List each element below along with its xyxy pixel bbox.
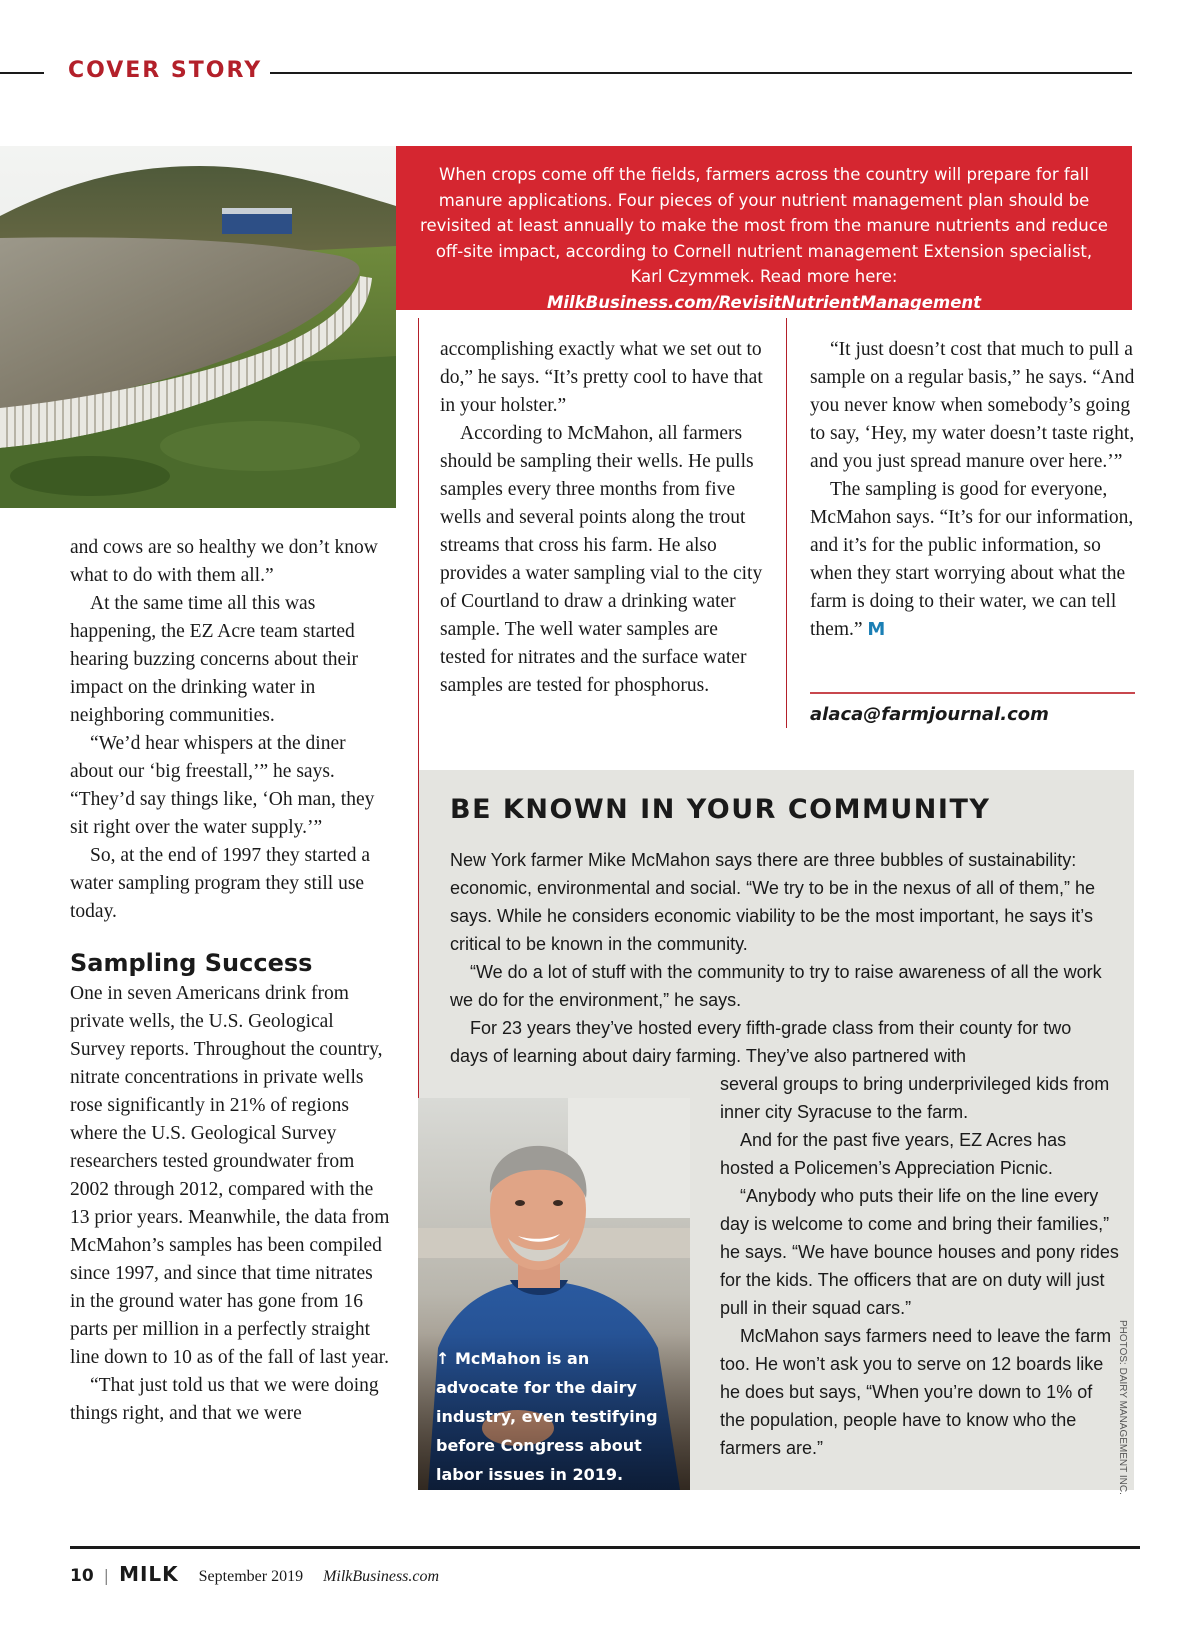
paragraph: “We do a lot of stuff with the community to try to raise awareness of all the work we do for the environment,” he says.: [450, 962, 1102, 1010]
paragraph: and cows are so healthy we don’t know what to do with them all.”: [70, 537, 378, 586]
sidebar-title: BE KNOWN IN YOUR COMMUNITY: [450, 794, 991, 825]
issue-date: September 2019: [198, 1568, 304, 1585]
end-mark-icon: M: [867, 619, 886, 640]
page-footer: [70, 1562, 439, 1586]
footer-separator: |: [103, 1566, 110, 1585]
subhead-sampling-success: Sampling Success: [70, 949, 313, 977]
signoff-rule: [810, 692, 1135, 694]
section-label: COVER STORY: [68, 58, 263, 83]
paragraph: At the same time all this was happening, the EZ Acre team started hearing buzzing concerns about their impact on the drinking water in neighboring communities.: [70, 593, 359, 726]
photo-caption: ↑ McMahon is an advocate for the dairy industry, even testifying before Congress about labor issues in 2019.: [436, 1349, 658, 1484]
paragraph: According to McMahon, all farmers should be sampling their wells. He pulls samples every three months from five wells and several points along the trout streams that cross his farm. He also provides a water sampling vial to the city of Courtland to draw a drinking water sample. The well water samples are tested for nitrates and the surface water samples are tested for phosphorus.: [440, 423, 763, 696]
paragraph: “Anybody who puts their life on the line every day is welcome to come and bring their families,” he says. “We have bounce houses and pony rides for the kids. The officers that are on duty will just pull in their squad cars.”: [720, 1186, 1119, 1318]
article-column-2: [440, 336, 765, 700]
website-link[interactable]: MilkBusiness.com: [323, 1568, 440, 1585]
promo-text: When crops come off the fields, farmers across the country will prepare for fall manure applications. Four pieces of your nutrient management plan should be revisited at least annually to make the most from the manure nutrients and reduce off-site impact, according to Cornell nutrient management Extension specialist, Karl Czymmek. Read more here:: [420, 165, 1108, 286]
author-email[interactable]: alaca@farmjournal.com: [810, 704, 1049, 725]
paragraph: New York farmer Mike McMahon says there are three bubbles of sustainability: economic, environmental and social. “We try to be in the nexus of all of them,” he says. While he considers economic viability to be the most important, he says it’s critical to be known in the community.: [450, 850, 1095, 954]
paragraph: accomplishing exactly what we set out to do,” he says. “It’s pretty cool to have that in your holster.”: [440, 339, 763, 416]
promo-link[interactable]: MilkBusiness.com/RevisitNutrientManagement: [546, 292, 982, 312]
header-rule-right: [270, 72, 1132, 74]
photo-credit: PHOTOS: DAIRY MANAGEMENT INC.: [1117, 1320, 1128, 1495]
paragraph: For 23 years they’ve hosted every fifth-grade class from their county for two days of learning about dairy farming. They’ve also partnered with: [450, 1018, 1072, 1066]
footer-rule: [70, 1546, 1140, 1549]
paragraph: McMahon says farmers need to leave the farm too. He won’t ask you to serve on 12 boards like he does but says, “When you’re down to 1% of the population, people have to know who the farmers are.”: [720, 1326, 1112, 1458]
column-divider: [786, 318, 787, 728]
paragraph: several groups to bring underprivileged kids from inner city Syracuse to the farm.: [720, 1074, 1110, 1122]
article-column-1: [70, 534, 390, 1428]
manure-lagoon-photo: [0, 146, 396, 508]
paragraph: And for the past five years, EZ Acres has hosted a Policemen’s Appreciation Picnic.: [720, 1130, 1067, 1178]
paragraph: One in seven Americans drink from private wells, the U.S. Geological Survey reports. Throughout the country, nitrate concentrations in private wells rose significantly in 21% of regions where the U.S. Geological Survey researchers tested groundwater from 2002 through 2012, compared with the 13 prior years. Meanwhile, the data from McMahon’s samples has been compiled since 1997, and since that time nitrates in the ground water has gone from 16 parts per million in a perfectly straight line down to 10 as of the fall of last year.: [70, 983, 390, 1368]
sidebar-text-right: [720, 1070, 1120, 1462]
paragraph: “That just told us that we were doing things right, and that we were: [70, 1375, 379, 1424]
article-column-3: [810, 336, 1135, 644]
sidebar-text-top: [450, 846, 1114, 1070]
column-divider: [418, 318, 419, 770]
paragraph: “We’d hear whispers at the diner about our ‘big freestall,’” he says. “They’d say things like, ‘Oh man, they sit right over the water supply.’”: [70, 733, 375, 838]
header-rule-left: [0, 72, 44, 74]
page-number: 10: [70, 1566, 94, 1586]
paragraph: [810, 476, 1135, 644]
milk-logo: MILK: [119, 1562, 179, 1586]
promo-box: [396, 146, 1132, 310]
paragraph-text: The sampling is good for everyone, McMahon says. “It’s for our information, and it’s for the public information, so when they start worrying about what the farm is doing to their water, we can tell them.”: [810, 479, 1134, 640]
paragraph: So, at the end of 1997 they started a water sampling program they still use today.: [70, 845, 370, 922]
paragraph: “It just doesn’t cost that much to pull a sample on a regular basis,” he says. “And you never know when somebody’s going to say, ‘Hey, my water doesn’t taste right, and you just spread manure over here.’”: [810, 339, 1135, 472]
